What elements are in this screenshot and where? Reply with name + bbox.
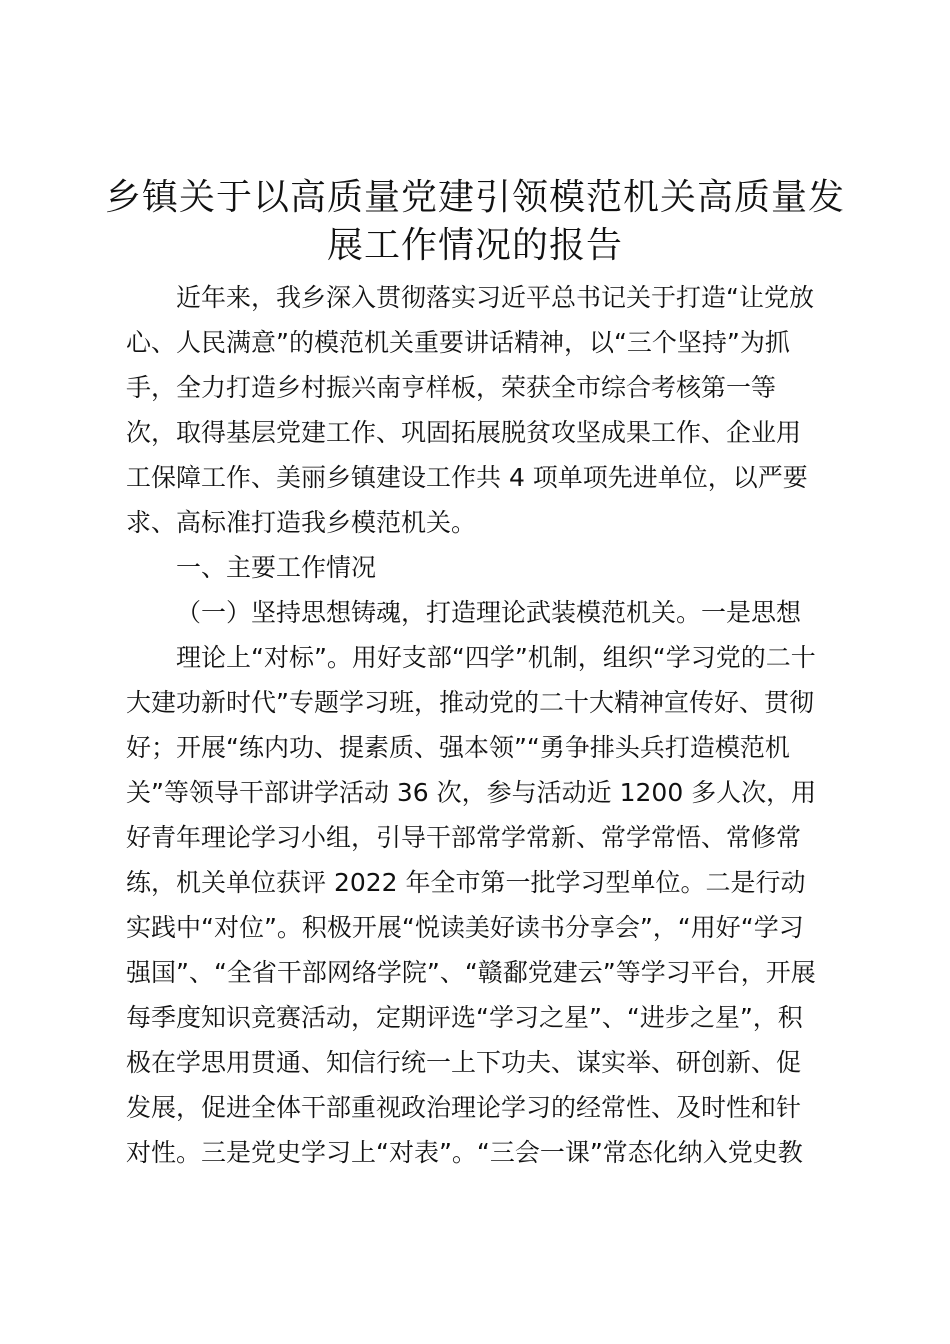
paragraph-line: 对性。三是党史学习上“对表”。“三会一课”常态化纳入党史教 <box>126 1138 803 1167</box>
document-title-line-2: 展工作情况的报告 <box>326 225 623 266</box>
paragraph-line: 好青年理论学习小组，引导干部常学常新、常学常悟、常修常 <box>126 823 802 852</box>
paragraph-line: 理论上“对标”。用好支部“四学”机制，组织“学习党的二十 <box>176 643 816 672</box>
paragraph-line: 发展，促进全体干部重视政治理论学习的经常性、及时性和针 <box>126 1093 802 1122</box>
paragraph-line: 练，机关单位获评 2022 年全市第一批学习型单位。二是行动 <box>126 868 806 897</box>
paragraph-line: 关”等领导干部讲学活动 36 次，参与活动近 1200 多人次，用 <box>126 778 817 807</box>
paragraph-line: 强国”、“全省干部网络学院”、“赣鄱党建云”等学习平台，开展 <box>126 958 816 987</box>
paragraph-line: 大建功新时代”专题学习班，推动党的二十大精神宣传好、贯彻 <box>126 688 814 717</box>
paragraph-line: 心、人民满意”的模范机关重要讲话精神，以“三个坚持”为抓 <box>126 328 790 357</box>
paragraph-line: 求、高标准打造我乡模范机关。 <box>126 508 477 537</box>
paragraph-line: 实践中“对位”。积极开展“悦读美好读书分享会”，“用好“学习 <box>126 913 804 942</box>
paragraph-line: 工保障工作、美丽乡镇建设工作共 4 项单项先进单位，以严要 <box>126 463 808 492</box>
paragraph-line: 近年来，我乡深入贯彻落实习近平总书记关于打造“让党放 <box>176 283 814 312</box>
paragraph-line: 手，全力打造乡村振兴南亨样板，荣获全市综合考核第一等 <box>126 373 777 402</box>
paragraph-line: （一）坚持思想铸魂，打造理论武装模范机关。一是思想 <box>176 598 802 627</box>
section-heading: 一、主要工作情况 <box>176 553 377 582</box>
paragraph-line: 极在学思用贯通、知信行统一上下功夫、谋实举、研创新、促 <box>126 1048 802 1077</box>
paragraph-line: 好；开展“练内功、提素质、强本领”“勇争排头兵打造模范机 <box>126 733 790 762</box>
paragraph-line: 每季度知识竞赛活动，定期评选“学习之星”、“进步之星”，积 <box>126 1003 803 1032</box>
paragraph-line: 次，取得基层党建工作、巩固拓展脱贫攻坚成果工作、企业用 <box>126 418 802 447</box>
document-title-line-1: 乡镇关于以高质量党建引领模范机关高质量发 <box>104 177 845 218</box>
